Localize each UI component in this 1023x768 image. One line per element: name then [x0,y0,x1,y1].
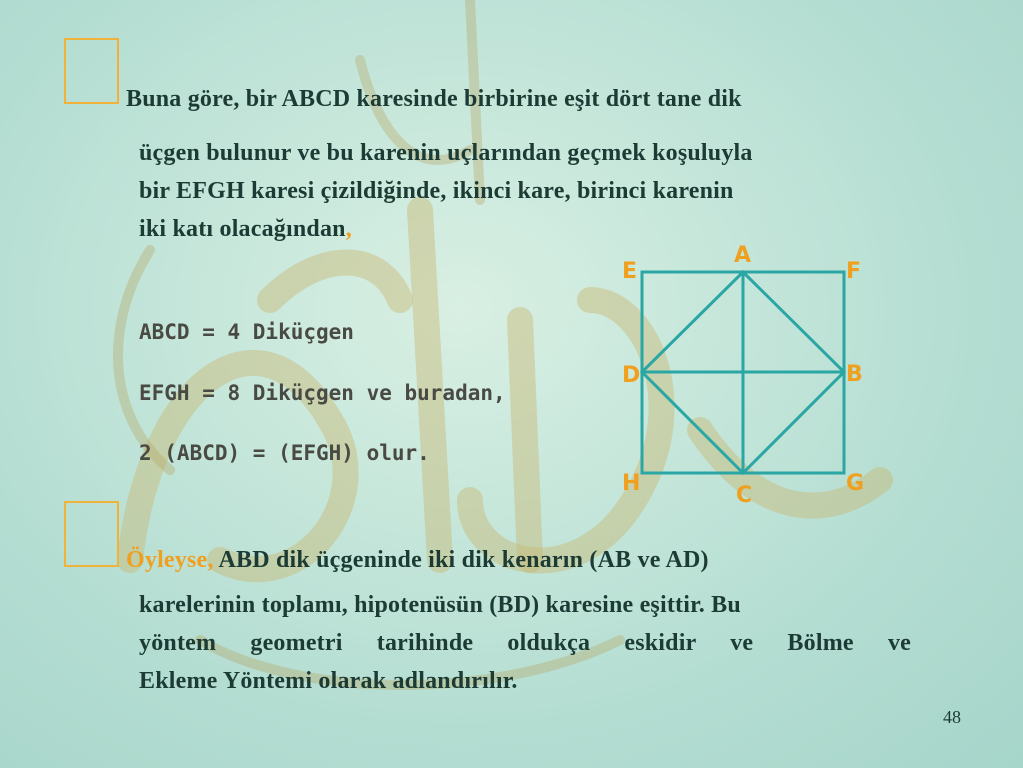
bullet1-line-3: bir EFGH karesi çizildiğinde, ikinci kare, birinci karenin [139,178,734,204]
bullet1-comma: , [345,216,352,242]
bullet-box-2 [64,501,119,567]
equation-3: 2 (ABCD) = (EFGH) olur. [139,441,430,465]
bullet1-line-2: üçgen bulunur ve bu karenin uçlarından geçmek koşuluyla [139,140,753,166]
bullet2-line-2: karelerinin toplamı, hipotenüsün (BD) karesine eşittir. Bu [139,592,741,618]
bullet1-line-1: Buna göre, bir ABCD karesinde birbirine eşit dört tane dik [126,86,742,112]
label-c: C [736,483,753,508]
label-a: A [734,243,752,268]
bullet2-line-1: ABD dik üçgeninde iki dik kenarın (AB ve AD) [218,547,709,573]
equation-1: ABCD = 4 Diküçgen [139,320,354,344]
bullet-box-1 [64,38,119,104]
square-diagram [600,236,890,516]
label-d: D [622,363,641,388]
label-e: E [622,259,638,284]
bullet1-continuation [139,134,753,248]
bullet1-text [126,80,742,118]
label-g: G [846,471,865,496]
bullet2-line-3: yöntem geometri tarihinde oldukça eskidir ve Bölme ve [139,630,911,656]
diagram-lines [642,272,844,473]
page-number: 48 [943,707,961,727]
bullet2-line-4: Ekleme Yöntemi olarak adlandırılır. [139,668,518,694]
label-h: H [622,471,641,496]
bullet1-line-4: iki katı olacağından [139,216,346,242]
label-b: B [846,362,863,387]
label-f: F [846,259,862,284]
equation-2: EFGH = 8 Diküçgen ve buradan, [139,381,506,405]
bullet2-first-word: Öyleyse, [126,547,214,573]
bullet2-continuation [139,586,911,700]
bullet2-first-line [126,541,709,579]
